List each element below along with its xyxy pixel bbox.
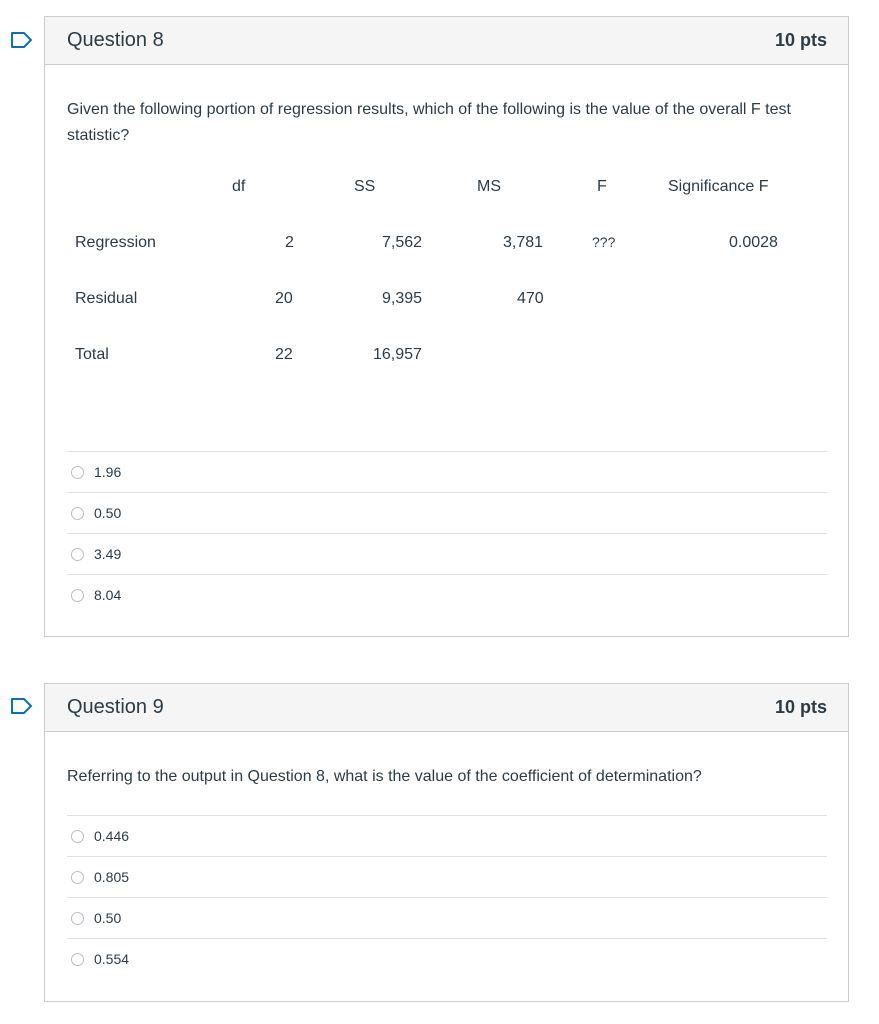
question-text: Referring to the output in Question 8, what is the value of the coefficient of determination? — [67, 768, 702, 785]
radio-button[interactable] — [71, 871, 84, 884]
cell-df: 20 — [275, 290, 293, 307]
answer-option[interactable] — [67, 897, 827, 938]
question-title: Question 8 — [67, 29, 164, 51]
answer-label[interactable]: 0.50 — [94, 910, 122, 926]
table-header-significance: Significance F — [668, 178, 769, 195]
answer-label[interactable]: 0.50 — [94, 505, 122, 521]
answer-option[interactable] — [67, 815, 827, 856]
question-header — [45, 684, 848, 732]
answer-label[interactable]: 8.04 — [94, 587, 122, 603]
answer-option[interactable] — [67, 533, 827, 574]
radio-button[interactable] — [71, 589, 84, 602]
radio-button[interactable] — [71, 466, 84, 479]
cell-ss: 16,957 — [373, 346, 422, 363]
answer-option[interactable] — [67, 856, 827, 897]
table-header-ss: SS — [354, 178, 376, 195]
question-points: 10 pts — [774, 697, 827, 717]
cell-df: 2 — [285, 234, 294, 251]
flag-icon[interactable] — [11, 698, 33, 714]
cell-significance: 0.0028 — [729, 234, 778, 251]
answer-label[interactable]: 1.96 — [94, 464, 122, 480]
answer-label[interactable]: 0.805 — [94, 869, 130, 885]
answer-label[interactable]: 0.554 — [94, 951, 130, 967]
answer-label[interactable]: 0.446 — [94, 828, 130, 844]
question-body — [45, 65, 848, 636]
radio-button[interactable] — [71, 912, 84, 925]
cell-ms: 470 — [517, 290, 544, 307]
answer-list — [67, 451, 827, 615]
row-label-total: Total — [75, 346, 109, 363]
radio-button[interactable] — [71, 548, 84, 561]
answer-label[interactable]: 3.49 — [94, 546, 122, 562]
radio-button[interactable] — [71, 953, 84, 966]
regression-table — [45, 65, 848, 395]
answer-option[interactable] — [67, 451, 827, 492]
question-9 — [44, 683, 849, 1002]
question-points: 10 pts — [774, 30, 827, 50]
radio-button[interactable] — [71, 830, 84, 843]
cell-df: 22 — [275, 346, 293, 363]
row-label-residual: Residual — [75, 290, 138, 307]
question-text: Given the following portion of regression results, which of the following is the value of the overall F test statistic? — [67, 101, 791, 144]
question-header — [45, 17, 848, 65]
question-8 — [44, 16, 849, 637]
cell-ss: 9,395 — [382, 290, 423, 307]
cell-ss: 7,562 — [382, 234, 423, 251]
answer-option[interactable] — [67, 574, 827, 615]
answer-option[interactable] — [67, 938, 827, 979]
answer-list — [67, 815, 827, 979]
row-label-regression: Regression — [75, 234, 156, 251]
cell-ms: 3,781 — [503, 234, 544, 251]
question-title: Question 9 — [67, 696, 164, 718]
table-header-df: df — [232, 178, 246, 195]
radio-button[interactable] — [71, 507, 84, 520]
cell-f: ??? — [592, 234, 616, 250]
table-header-f: F — [597, 178, 607, 195]
table-header-ms: MS — [477, 178, 501, 195]
flag-icon[interactable] — [11, 32, 33, 48]
question-body — [45, 732, 848, 1001]
answer-option[interactable] — [67, 492, 827, 533]
